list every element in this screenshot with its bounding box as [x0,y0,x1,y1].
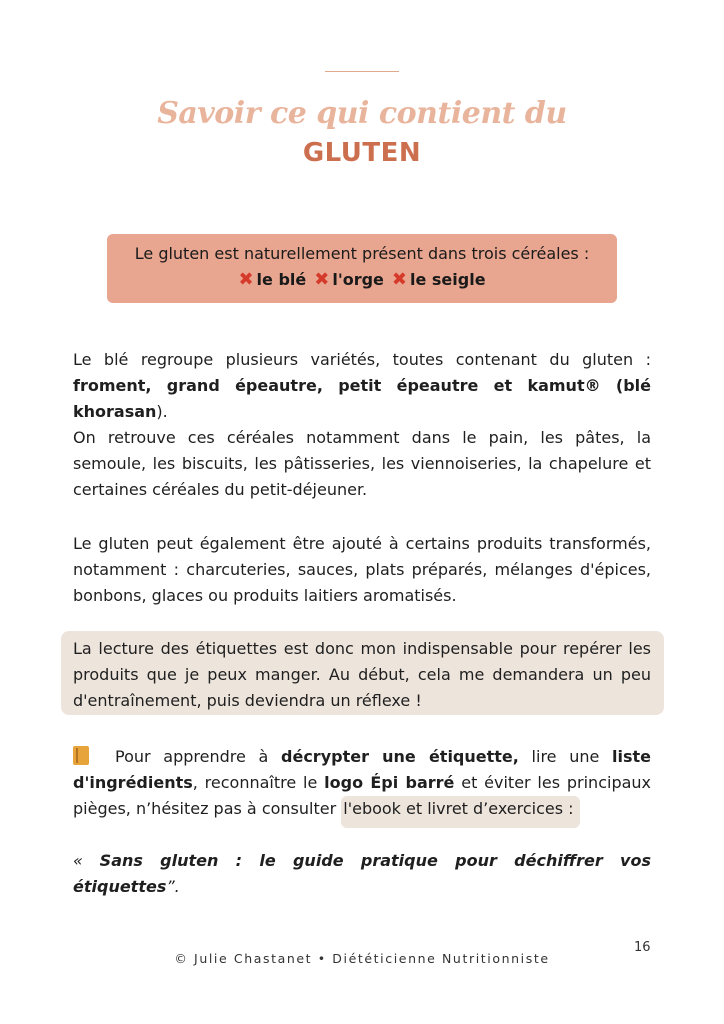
callout-cereal-list [107,269,617,290]
paragraph-ebook-recommendation: Pour apprendre à décrypter une étiquette, lire une liste d'ingrédients, reconnaître le logo Épi barré et éviter les principaux pièges, n’hésitez pas à consulter l'ebook et livret d’exercices : [73,744,651,822]
cereal-item-ble: ✖ le blé [238,269,307,290]
footer-credit: © Julie Chastanet • Diététicienne Nutritionniste [174,951,550,966]
cereal-item-seigle: ✖ le seigle [391,269,486,290]
paragraph-where-found: On retrouve ces céréales notamment dans le pain, les pâtes, la semoule, les biscuits, les pâtisseries, les viennoiseries, la chapelure et certaines céréales du petit-déjeuner. [73,428,651,499]
ebook-highlight: l'ebook et livret d’exercices : [341,796,579,828]
ebook-title: « Sans gluten : le guide pratique pour déchiffrer vos étiquettes”. [73,851,651,896]
top-divider [325,71,399,72]
page-title-script: Savoir ce qui contient du [157,96,567,131]
book-icon [73,746,89,765]
page-title-main: GLUTEN [302,138,422,168]
paragraph-added-gluten: Le gluten peut également être ajouté à certains produits transformés, notamment : charcuteries, sauces, plats préparés, mélanges d'épices, bonbons, glaces ou produits laitiers aromatisés. [73,534,651,605]
gluten-cereals-callout [107,234,617,303]
page-number: 16 [634,940,651,955]
cross-mark-icon: ✖ [238,269,254,290]
cereal-item-orge: ✖ l'orge [314,269,384,290]
paragraph-ble-varieties: Le blé regroupe plusieurs variétés, toutes contenant du gluten : froment, grand épeautre, petit épeautre et kamut® (blé khorasan). [73,350,651,421]
cross-mark-icon: ✖ [391,269,407,290]
callout-intro: Le gluten est naturellement présent dans trois céréales : [134,244,590,263]
ble-varieties-list: froment, grand épeautre, petit épeautre et kamut® (blé khorasan [73,376,651,421]
cross-mark-icon: ✖ [314,269,330,290]
paragraph-label-reading: La lecture des étiquettes est donc mon indispensable pour repérer les produits que je peux manger. Au début, cela me demandera un peu d'entraînement, puis deviendra un réflexe ! [73,639,651,710]
